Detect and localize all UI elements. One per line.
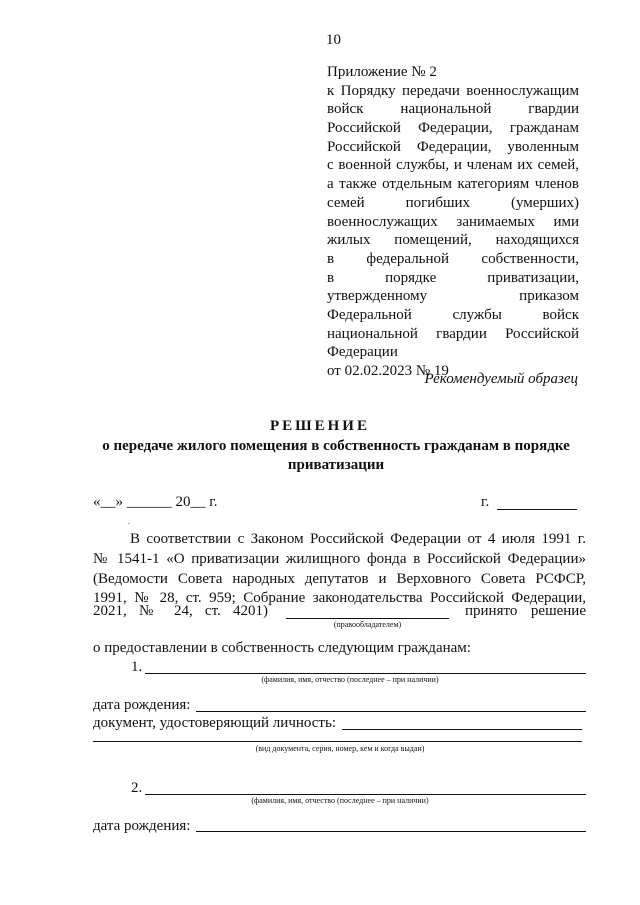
appendix-line: военнослужащих занимаемых ими — [327, 213, 579, 230]
appendix-line: национальной гвардии Российской — [327, 325, 579, 342]
birth-date-label: дата рождения: — [93, 697, 191, 713]
document-title: РЕШЕНИЕ — [270, 418, 370, 434]
appendix-line: войск национальной гвардии — [327, 101, 579, 118]
city-label: г. — [481, 494, 490, 510]
appendix-line: Федерации — [327, 344, 398, 361]
appendix-line: Федеральной службы войск — [327, 306, 579, 323]
citizen-fio-caption: (фамилия, имя, отчество (последнее – при наличии) — [251, 796, 429, 805]
appendix-line: жилых помещений, находящихся — [327, 232, 579, 249]
appendix-line: от 02.02.2023 № 19 — [327, 363, 449, 379]
appendix-line: утвержденному приказом — [327, 288, 579, 305]
date-field[interactable]: «__» ______ 20__ г. — [93, 494, 218, 510]
appendix-block — [327, 63, 579, 381]
holder-caption: (правообладателем) — [333, 620, 402, 629]
id-document-caption: (вид документа, серия, номер, кем и когда выдан) — [255, 744, 425, 753]
citizen-number: 1. — [131, 659, 143, 675]
paragraph-line: № 1541-1 «О приватизации жилищного фонда в Российской Федерации» — [93, 550, 586, 567]
grant-line: о предоставлении в собственность следующим гражданам: — [93, 640, 471, 656]
appendix-line: Российской Федерации, уволенным — [327, 138, 579, 155]
appendix-line: семей погибших (умерших) — [327, 194, 579, 211]
appendix-line: а также отдельным категориям членов — [327, 176, 579, 193]
id-document-field-2[interactable] — [93, 741, 582, 742]
birth-date-label: дата рождения: — [93, 818, 191, 834]
citizen-fio-line[interactable] — [145, 673, 586, 674]
id-document-field[interactable] — [342, 729, 582, 730]
birth-date-field[interactable] — [196, 711, 586, 712]
appendix-line: Приложение № 2 — [327, 64, 437, 80]
citizen-number: 2. — [131, 780, 143, 796]
appendix-line: к Порядку передачи военнослужащим — [327, 82, 579, 99]
citizen-fio-caption: (фамилия, имя, отчество (последнее – при наличии) — [261, 675, 439, 684]
page-number: 10 — [326, 32, 341, 48]
birth-date-field[interactable] — [196, 831, 586, 832]
paragraph-line: 1991, № 28, ст. 959; Собрание законодательства Российской Федерации, — [93, 590, 586, 607]
dot-mark: . — [128, 517, 130, 526]
appendix-line: Российской Федерации, гражданам — [327, 120, 579, 137]
citizen-fio-line[interactable] — [145, 794, 586, 795]
city-field-line[interactable] — [497, 509, 577, 510]
id-document-label: документ, удостоверяющий личность: — [93, 715, 336, 731]
main-paragraph — [93, 530, 586, 609]
sample-label: Рекомендуемый образец — [424, 371, 578, 387]
paragraph-line: В соответствии с Законом Российской Федерации от 4 июля 1991 г. — [130, 531, 586, 547]
paragraph-last-start: 2021, № 24, ст. 4201) — [93, 603, 268, 619]
appendix-line: в федеральной собственности, — [327, 250, 579, 267]
document-subtitle: о передаче жилого помещения в собственность гражданам в порядке приватизации — [102, 438, 570, 473]
paragraph-line: (Ведомости Совета народных депутатов и Верховного Совета РСФСР, — [93, 570, 586, 587]
holder-field-line[interactable] — [286, 618, 449, 619]
appendix-line: в порядке приватизации, — [327, 269, 579, 286]
paragraph-last-end: принято решение — [465, 603, 586, 619]
appendix-line: с военной службы, и членам их семей, — [327, 157, 579, 174]
